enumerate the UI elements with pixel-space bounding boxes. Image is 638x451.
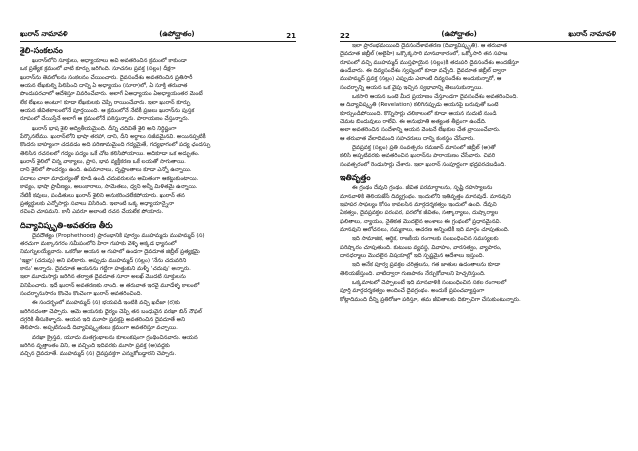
text-line: దైవప్రవక్త (సల్లం) ప్రతి సంవత్సరం రమజాన్ మాసంలో జిబ్రీల్ (అ)తో	[352, 145, 496, 152]
text-line: కాను' అన్నారు. దైవదూత ఆయనను గట్టిగా హత్తుకుని మళ్ళీ 'చదువు' అన్నారు.	[20, 265, 191, 272]
text-line: ఆయన లేఖకుల్ని పిలిపించి దాన్ని ఏ అధ్యాయం (సూరా)లో, ఏ సూక్తి తరువాత	[20, 83, 188, 90]
text-line: ఈ గ్రంథం దేవుని గ్రంథం. జీవిత పరమార్థాలను, సృష్టి రహస్యాలను	[352, 185, 493, 192]
header-book-title: ఖురాన్ నామావళి	[568, 30, 616, 38]
paragraph	[340, 235, 616, 260]
paragraph	[20, 299, 296, 332]
page-header	[20, 26, 296, 42]
text-line: చెమట బిందువులు రాలేవి. ఈ అనుభూతి అత్యంత తీవ్రంగా ఉండేది.	[340, 119, 487, 126]
left-page	[20, 26, 296, 444]
right-page	[340, 26, 616, 444]
header-chapter-label: (ఉపోద్ఘాతం)	[441, 30, 477, 38]
text-line: ఉండేవారు. ఈ దివ్యసందేశం స్వప్నంలో కూడా వచ్చేది. దైవదూత జిబ్రీల్ ద్వారా	[340, 68, 507, 75]
text-line: మానవాళికి తెలియజేసే దివ్యగ్రంథం. ఇందులోని ఇతివృత్తం మానవుడే. మానవుని	[340, 193, 511, 200]
text-line: పొందుపరచాలో ఆదేశిస్తూ వివరించేవారు. అలాగే ఏఅధ్యాయం ఏఅధ్యాయంతర మెంటే	[20, 91, 203, 98]
text-line: వచ్చిన దైవదూతే. ముహమ్మద్ (స) దైవప్రవక్తగా ఎన్నుకోబడ్డారని చెప్పారు.	[20, 351, 177, 358]
text-line: ఆయన జీవితకాలంలోనే పూర్తయింది. ఆ క్రమంలోనే నేటికీ ప్రజలు ఖురాన్‌ను పుస్తక	[20, 108, 195, 115]
text-line: తెలిపారు. అప్పటినుండి దివ్యావిష్కృతులు క్రమంగా అవతరిస్తూ వచ్చాయి.	[20, 325, 178, 332]
page-header	[340, 26, 616, 42]
text-line: రూపంలో వచ్చి ముహమ్మద్ ముస్తఫాయైన (సల్లం)కి తదుపరి దైవసందేశం అందజేస్తూ	[340, 59, 519, 66]
text-line: తరచుగా మక్కానగరం సమీపంలోని హిరా గుహకు వెళ్ళి అక్కడ ధ్యానంలో	[20, 240, 177, 247]
paragraph	[20, 334, 296, 359]
text-line: జరిగినదంతా చెప్పారు. ఆమె ఆయనకు ధైర్యం చెప్పి తన బంధువైన వరఖా బిన్ నౌఫల్	[20, 308, 203, 315]
text-line: ఆ దివ్యావిష్కృతి (Revelation) కలిగినప్పుడు ఆయనపై బరువుతో ఒంటె	[340, 102, 499, 109]
text-line: రూపంలో చేయిస్తేనే అలాగే ఆ క్రమంలోనే పఠిస్తున్నారు. పారాయణం చేస్తున్నారు.	[20, 116, 190, 123]
text-line: ఫలితాలు, న్యాయం, నైతికత మొదలైన అంశాలు ఈ గ్రంథంలో ప్రధానమైనవి.	[340, 218, 502, 225]
text-line: కలిసి అప్పటివరకు అవతరించిన ఖురాన్‌ను పారాయణం చేసేవారు. చివరి	[340, 153, 496, 160]
text-line: పూర్తి మార్గదర్శకత్వం అందించే దైవగ్రంథం. అందుకే ప్రపంచవ్యాప్తంగా	[340, 288, 485, 295]
text-line: జరిగిన వృత్తాంతం విని, ఆ వచ్చింది ఇదివరకు మూసా ప్రవక్త (అ)వద్దకు	[20, 343, 170, 349]
text-line: దగ్గరికి తీసుకెళ్ళారు. ఆయన ఇది మూసా ప్రవక్తపై అవతరించిన దైవదూతే అని	[20, 316, 186, 323]
text-line: దైవదూత జిబ్రీల్ (అలైహి) ఒక్కొక్కసారి మానవాకారంలో, ఒక్కోసారి తన సహజ	[340, 51, 508, 58]
header-book-title: ఖురాన్ నామావళి	[20, 30, 68, 38]
text-line: కొందరు బాహ్యంగా చదవడం అది పరిణామమైంది గద్యమైతే, గద్యభాగంలో పద్య ఛందస్సు	[20, 142, 211, 149]
text-line: ఇలా ప్రారంభమయింది దైవసందేశావతరణ (దివ్యావిష్కృతి). ఆ తరువాత	[352, 43, 507, 49]
text-line: సందర్భాన్ని ఆయన ఒక వైపు ఇచ్చిన స్వభావాన్ని తెలుసుకున్నాయి.	[340, 84, 483, 91]
text-line: ఇది అనేక పూర్వ ప్రవక్తల చరిత్రలను, గత జాతుల ఉదంతాలను కూడా	[352, 262, 501, 269]
section-heading: ఇతివృత్తం	[340, 173, 371, 183]
text-line: ఖురాన్‌ను తెవలోలను సంకలనం చేయించారు. దైవసందేశం అవతరించిన ప్రతిసారీ	[20, 74, 193, 81]
page-number: 22	[340, 32, 350, 40]
text-line: ఒకసారి ఆయన ఒంటె మీద ప్రయాణం చేస్తూండగా దైవసందేశం అవతరించింది.	[352, 94, 519, 101]
paragraph	[20, 125, 296, 217]
paragraph	[340, 279, 616, 304]
text-line: తెలిసిన రచనలలో గద్యం పద్యం ఒకే చోట కలిసిపోయాయి. అదికూడా ఒక అద్భుతం.	[20, 150, 200, 157]
text-line: దైవదౌత్యం (Prophethood) ప్రారంభానికి పూర్వం ముహమ్మదు ముహమ్మద్ (స)	[32, 232, 205, 239]
text-line: నేటికీ కవులు, పండితులు ఖురాన్ శైలిని అనుకరించలేకపోయారు. ఖురాన్ తన	[20, 192, 185, 199]
text-line: ముహమ్మద్ ప్రవక్త (సల్లం) ఎప్పుడు ఎలాంటి దివ్యసందేశం అందుకున్నారో, ఆ	[340, 76, 502, 83]
paragraph	[20, 232, 296, 299]
text-line: సందర్భానుసారం కొంచెం కొంచెంగా ఖురాన్ అవతరించింది.	[20, 290, 143, 297]
text-line: పేర్కొనలేము. ఖురాన్‌లోని భాషా తరహా, దాని, దీని అర్థాలు సజీవమైనవి. అయినప్పటికీ	[20, 134, 206, 141]
text-line: రచించి చూపమని. కానీ ఎవరూ అలాంటి రచన చేయలేక పోయారు.	[20, 209, 164, 216]
text-line: ఇహపర సాఫల్యం కోసం కావలసిన మార్గదర్శకత్వం ఇందులో ఉంది. దేవుని	[340, 201, 497, 208]
section-heading: దివ్యావిష్కృతి-అవతరణ తీరు	[20, 220, 113, 230]
text-line: ఖురాన్ శైలిలో చిన్న వాక్యాలు, ప్రాస, భావ వ్యక్తీకరణ ఒకే లయతో సాగుతాయి.	[20, 159, 186, 166]
text-line: ఇది సామాజిక, ఆర్థిక, రాజకీయ రంగాలకు సంబంధించిన సమస్యలకు	[352, 236, 499, 243]
text-line: కోట్లాదిమంది దీన్ని ప్రతిరోజూ పఠిస్తూ, తమ జీవితాలకు దిక్సూచిగా చేసుకుంటున్నారు.	[340, 296, 521, 303]
paragraph	[340, 261, 616, 278]
paragraph	[340, 144, 616, 169]
text-line: ఇలా మూడుసార్లు జరిగిన తర్వాత దైవదూత సూరా అలఖ్ మొదటి సూక్తులను	[20, 274, 186, 281]
text-line: పదాలు చాలా మాధుర్యంతో కూడి ఉండి చదువరులను అమితంగా ఆకట్టుకుంటాయి.	[20, 175, 199, 182]
text-line: కూర్చుండిపోయింది. కొన్నిసార్లు చలికాలంలో కూడా ఆయన నుదుటి నుండి	[340, 110, 497, 117]
paragraph	[340, 93, 616, 143]
text-line: ఏకత్వం, దైవప్రవక్తల పరంపర, పరలోక జీవితం, సత్కార్యాలు, దుష్కార్యాల	[340, 210, 499, 217]
text-line: ఖురాన్ భాష శైలి అద్వితీయమైంది. దీన్ని చదివితే శైలి అని నిర్ధిష్టంగా	[32, 125, 177, 132]
paragraph	[20, 57, 296, 124]
text-line: ఖురాన్‌లోని సూక్తులు, అధ్యాయాలు అవి అవతరించిన క్రమంలో కాకుండా	[32, 58, 187, 64]
text-line: వరఖా క్రైస్తవ, యూదు మతగ్రంథాలను కూలంకషంగా గ్రంథించినవారు. ఆయన	[32, 334, 198, 341]
text-line: కావ్యం, భాషా ప్రావీణ్యం, అలంకారాలు, సామెతలు, ధ్వని అన్నీ మిళితమై ఉన్నాయి.	[20, 184, 198, 191]
text-line: పరిష్కారం చూపుతుంది. కుటుంబ వ్యవస్థ, వివాహం, వారసత్వం, వ్యాపారం,	[340, 244, 502, 251]
text-line: తెలియజేస్తుంది. వాటిద్వారా గుణపాఠం నేర్చుకోవాలని హెచ్చరిస్తుంది.	[340, 270, 486, 277]
text-line: ఒక ప్రత్యేక క్రమంలో వాటి కూర్పు జరిగింది. సూచనల ప్రవక్త (సల్లం) దీక్షగా	[20, 66, 176, 73]
text-line: ఒక్కమాటలో చెప్పాలంటే ఇది మానవాళికి సంబంధించిన సకల రంగాలలో	[352, 279, 507, 286]
text-line: మానవుని ఆలోచనలు, నమ్మకాలు, ఆచరణ అన్నింటికీ ఇది మార్గం చూపుతుంది.	[340, 226, 510, 233]
header-chapter-label: (ఉపోద్ఘాతం)	[159, 30, 195, 38]
paragraph	[340, 184, 616, 234]
text-line: ఈ సందర్భంలో ముహమ్మద్ (స) భయపడి ఇంటికి వచ్చి ఖదీజా (ర)కు	[32, 300, 180, 307]
left-page-body	[20, 46, 296, 359]
text-line: ప్రత్యర్థులకు ఎన్నోసార్లు సవాలు విసిరింది. ఇలాంటి ఒక్క అధ్యాయాన్నైనా	[20, 200, 175, 207]
paragraph	[340, 42, 616, 92]
text-line: వినిపించారు. ఇదే ఖురాన్ అవతరణకు నాంది. ఆ తరువాత ఇరవై మూడేళ్ళ కాలంలో	[20, 282, 200, 289]
text-line: అలా అవతరించిన సందేశాన్ని ఆయన వెంటనే లేఖకుల చేత వ్రాయించేవారు.	[340, 127, 501, 134]
right-page-body	[340, 42, 616, 304]
text-line: దాని శైలిలో సౌందర్యం ఉంది. ఉపమానాలు, దృష్టాంతాలు కూడా ఎన్నో ఉన్నాయి.	[20, 167, 192, 174]
text-line: సంవత్సరంలో రెండుసార్లు చేశారు. ఇలా ఖురాన్ సంపూర్ణంగా భద్రపరచబడింది.	[340, 161, 507, 168]
page-number: 21	[286, 32, 296, 40]
text-line: 'ఇఖ్రా' (చదువు) అని పలికారు. అప్పుడు ముహమ్మద్ (సల్లం) 'నేను చదువరిని	[20, 257, 187, 264]
section-heading: శైలి-సంకలనం	[20, 46, 63, 55]
text-line: లేక లేఖలు అంటూ! కూడా లేఖకులకు చెప్పి రాయించేవారు. ఇలా ఖురాన్ కూర్పు	[20, 99, 191, 106]
text-line: దానధర్మాలు మొదలైన విషయాల్లో ఇది స్పష్టమైన ఆదేశాలు ఇస్తుంది.	[340, 252, 485, 259]
text-line: ఆ తరువాత వేలాదిమంది సహచరులు దాన్ని కంఠస్థం చేసేవారు.	[340, 135, 475, 142]
text-line: నిమగ్నులయ్యేవారు. ఒకరోజు ఆయన ఆ గుహలో ఉండగా దైవదూత జిబ్రీల్ ప్రత్యక్షమై	[20, 249, 200, 256]
